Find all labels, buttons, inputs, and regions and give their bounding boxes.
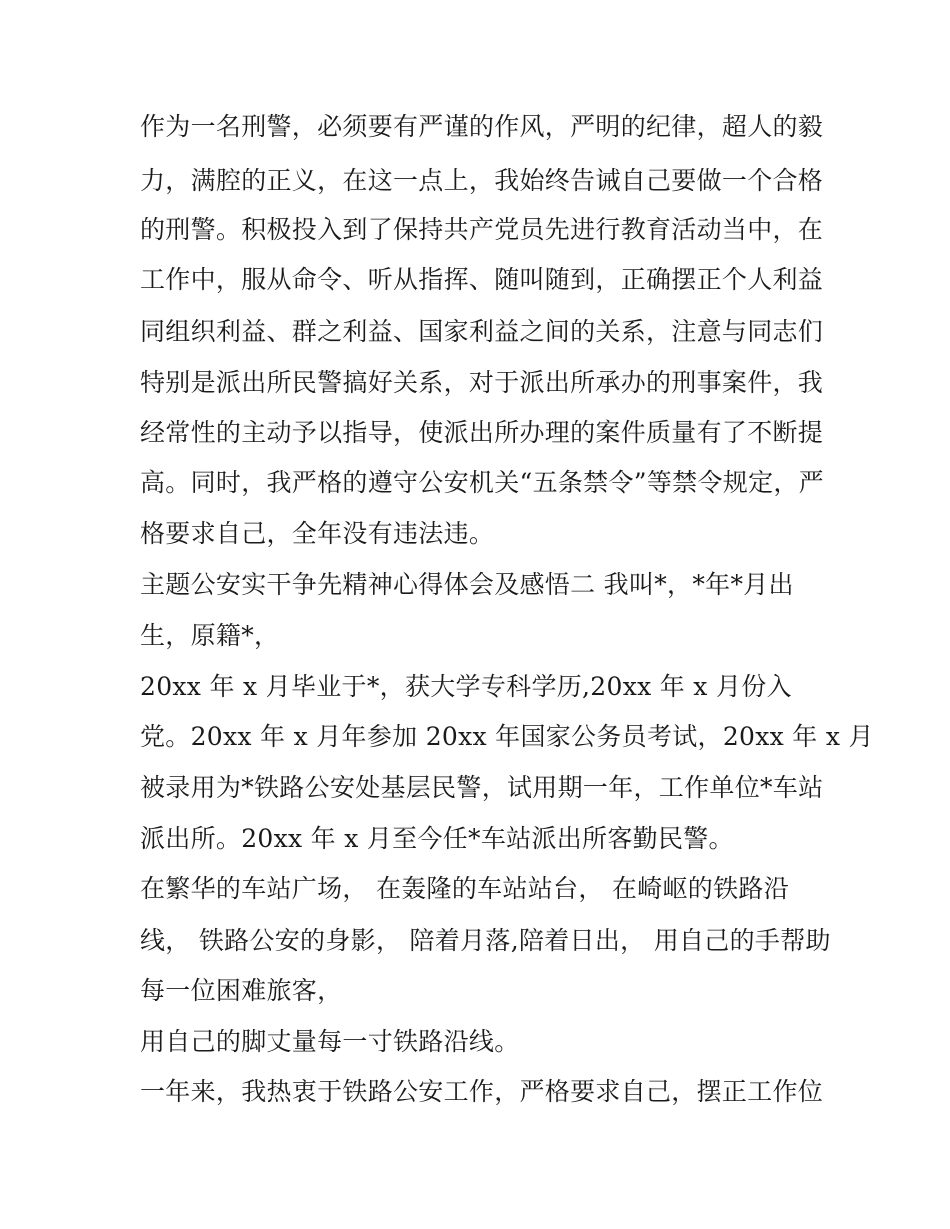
text-line: 工作中，服从命令、听从指挥、随叫随到，正确摆正个人利益 (140, 265, 824, 294)
text-line: 在繁华的车站广场， 在轰隆的车站站台， 在崎岖的铁路沿 (140, 874, 789, 903)
text-line: 的刑警。积极投入到了保持共产党员先进行教育活动当中，在 (140, 215, 824, 244)
text-line: 线， 铁路公安的身影， 陪着月落,陪着日出， 用自己的手帮助 (140, 926, 831, 955)
text-line: 格要求自己，全年没有违法违。 (140, 519, 495, 548)
text-line: 经常性的主动予以指导，使派出所办理的案件质量有了不断提 (140, 418, 824, 447)
text-line: 作为一名刑警，必须要有严谨的作风，严明的纪律，超人的毅 (140, 112, 824, 141)
text-line: 同组织利益、群之利益、国家利益之间的关系，注意与同志们 (140, 317, 824, 346)
text-line: 一年来，我热衷于铁路公安工作，严格要求自己，摆正工作位 (140, 1077, 824, 1106)
text-line: 生，原籍*， (140, 621, 280, 650)
text-line: 被录用为*铁路公安处基层民警，试用期一年，工作单位*车站 (140, 773, 824, 802)
text-line: 高。同时，我严格的遵守公安机关“五条禁令”等禁令规定，严 (140, 468, 824, 497)
text-line: 20xx 年 x 月毕业于*，获大学专科学历,20xx 年 x 月份入 (140, 672, 792, 701)
text-line: 力，满腔的正义，在这一点上，我始终告诫自己要做一个合格 (140, 166, 824, 195)
text-line: 用自己的脚丈量每一寸铁路沿线。 (140, 1027, 520, 1056)
text-line: 每一位困难旅客， (140, 976, 343, 1005)
text-line: 特别是派出所民警搞好关系，对于派出所承办的刑事案件，我 (140, 368, 824, 397)
text-line: 党。20xx 年 x 月年参加 20xx 年国家公务员考试，20xx 年 x 月 (140, 722, 874, 751)
text-line: 主题公安实干争先精神心得体会及感悟二 我叫*，*年*月出 (140, 570, 794, 599)
text-line: 派出所。20xx 年 x 月至今任*车站派出所客勤民警。 (140, 824, 734, 853)
